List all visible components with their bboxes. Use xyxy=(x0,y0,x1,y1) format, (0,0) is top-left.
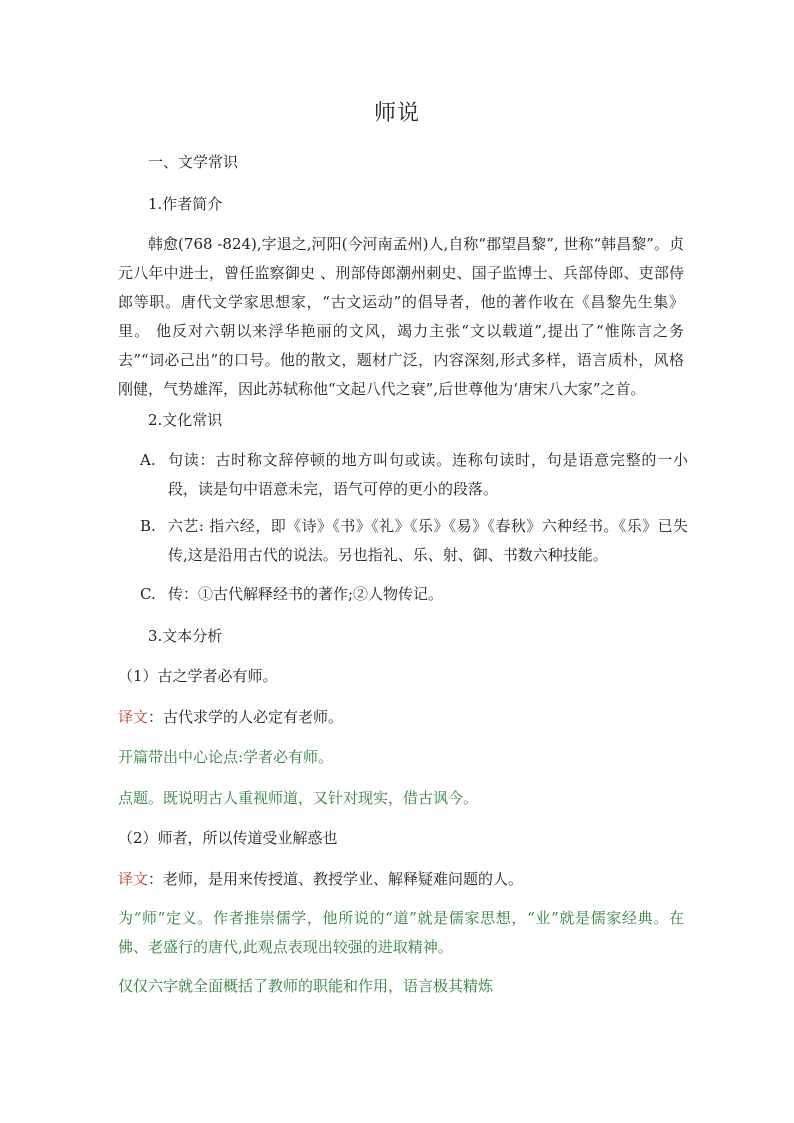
note-1a: 开篇带出中心论点:学者必有师。 xyxy=(118,748,334,766)
author-paragraph: 韩愈(768 -824),字退之,河阳(今河南孟州)人,自称“郡望昌黎”, 世称“韩昌黎”。贞元八年中进士，曾任监察御史 、刑部侍郎潮州刺史、国子监博士、兵部侍郎、吏部侍郎等职。唐代文学家思想家，“古文运动”的倡导者，他的著作收在《昌黎先生集》里。 他反对六朝以来浮华艳丽的文风，竭力主张“文以载道”,提出了“惟陈言之务去”“词必己出”的口号。他的散文，题材广泛，内容深刻,形式多样，语言质朴，风格刚健，气势雄浑，因此苏轼称他“文起八代之衰”,后世尊他为‘唐宋八大家”之首。 xyxy=(118,235,684,398)
item-text: 六艺: 指六经，即《诗》《书》《礼》《乐》《易》《春秋》六种经书。《乐》已失传,这是沿用古代的说法。另也指礼、乐、射、御、书数六种技能。 xyxy=(168,517,688,564)
translation-label: 译文 xyxy=(118,708,149,726)
note-1b: 点题。既说明古人重视师道，又针对现实，借古讽今。 xyxy=(118,789,479,807)
item-text: 传：①古代解释经书的著作;②人物传记。 xyxy=(168,585,444,603)
item-marker: C. xyxy=(140,585,156,603)
translation-label: 译文 xyxy=(118,870,149,888)
question-1: （1）古之学者必有师。 xyxy=(118,667,278,685)
item-marker: A. xyxy=(140,451,156,469)
subheading-author: 1.作者简介 xyxy=(148,195,223,213)
translation-1 xyxy=(118,707,343,727)
translation-text: ：老师，是用来传授道、教授学业、解释疑难问题的人。 xyxy=(148,870,524,888)
list-item xyxy=(140,512,688,570)
item-text: 句读：古时称文辞停顿的地方叫句或读。连称句读时，句是语意完整的一小段，读是句中语意未完，语气可停的更小的段落。 xyxy=(168,451,688,498)
item-marker: B. xyxy=(140,517,156,535)
list-item xyxy=(140,580,688,609)
section-heading-literature: 一、文学常识 xyxy=(148,153,239,171)
question-2: （2）师者，所以传道受业解惑也 xyxy=(118,829,338,847)
note-2b: 仅仅六字就全面概括了教师的职能和作用，语言极其精炼 xyxy=(118,977,494,995)
subheading-text-analysis: 3.文本分析 xyxy=(148,627,223,645)
document-title: 师说 xyxy=(373,101,420,126)
list-item xyxy=(140,446,688,504)
subheading-culture: 2.文化常识 xyxy=(148,411,223,429)
translation-2 xyxy=(118,869,523,889)
note-2a: 为“师”定义。作者推崇儒学，他所说的“道”就是儒家思想，“业”就是儒家经典。在佛、老盛行的唐代,此观点表现出较强的进取精神。 xyxy=(118,909,684,956)
translation-text: ：古代求学的人必定有老师。 xyxy=(148,708,344,726)
